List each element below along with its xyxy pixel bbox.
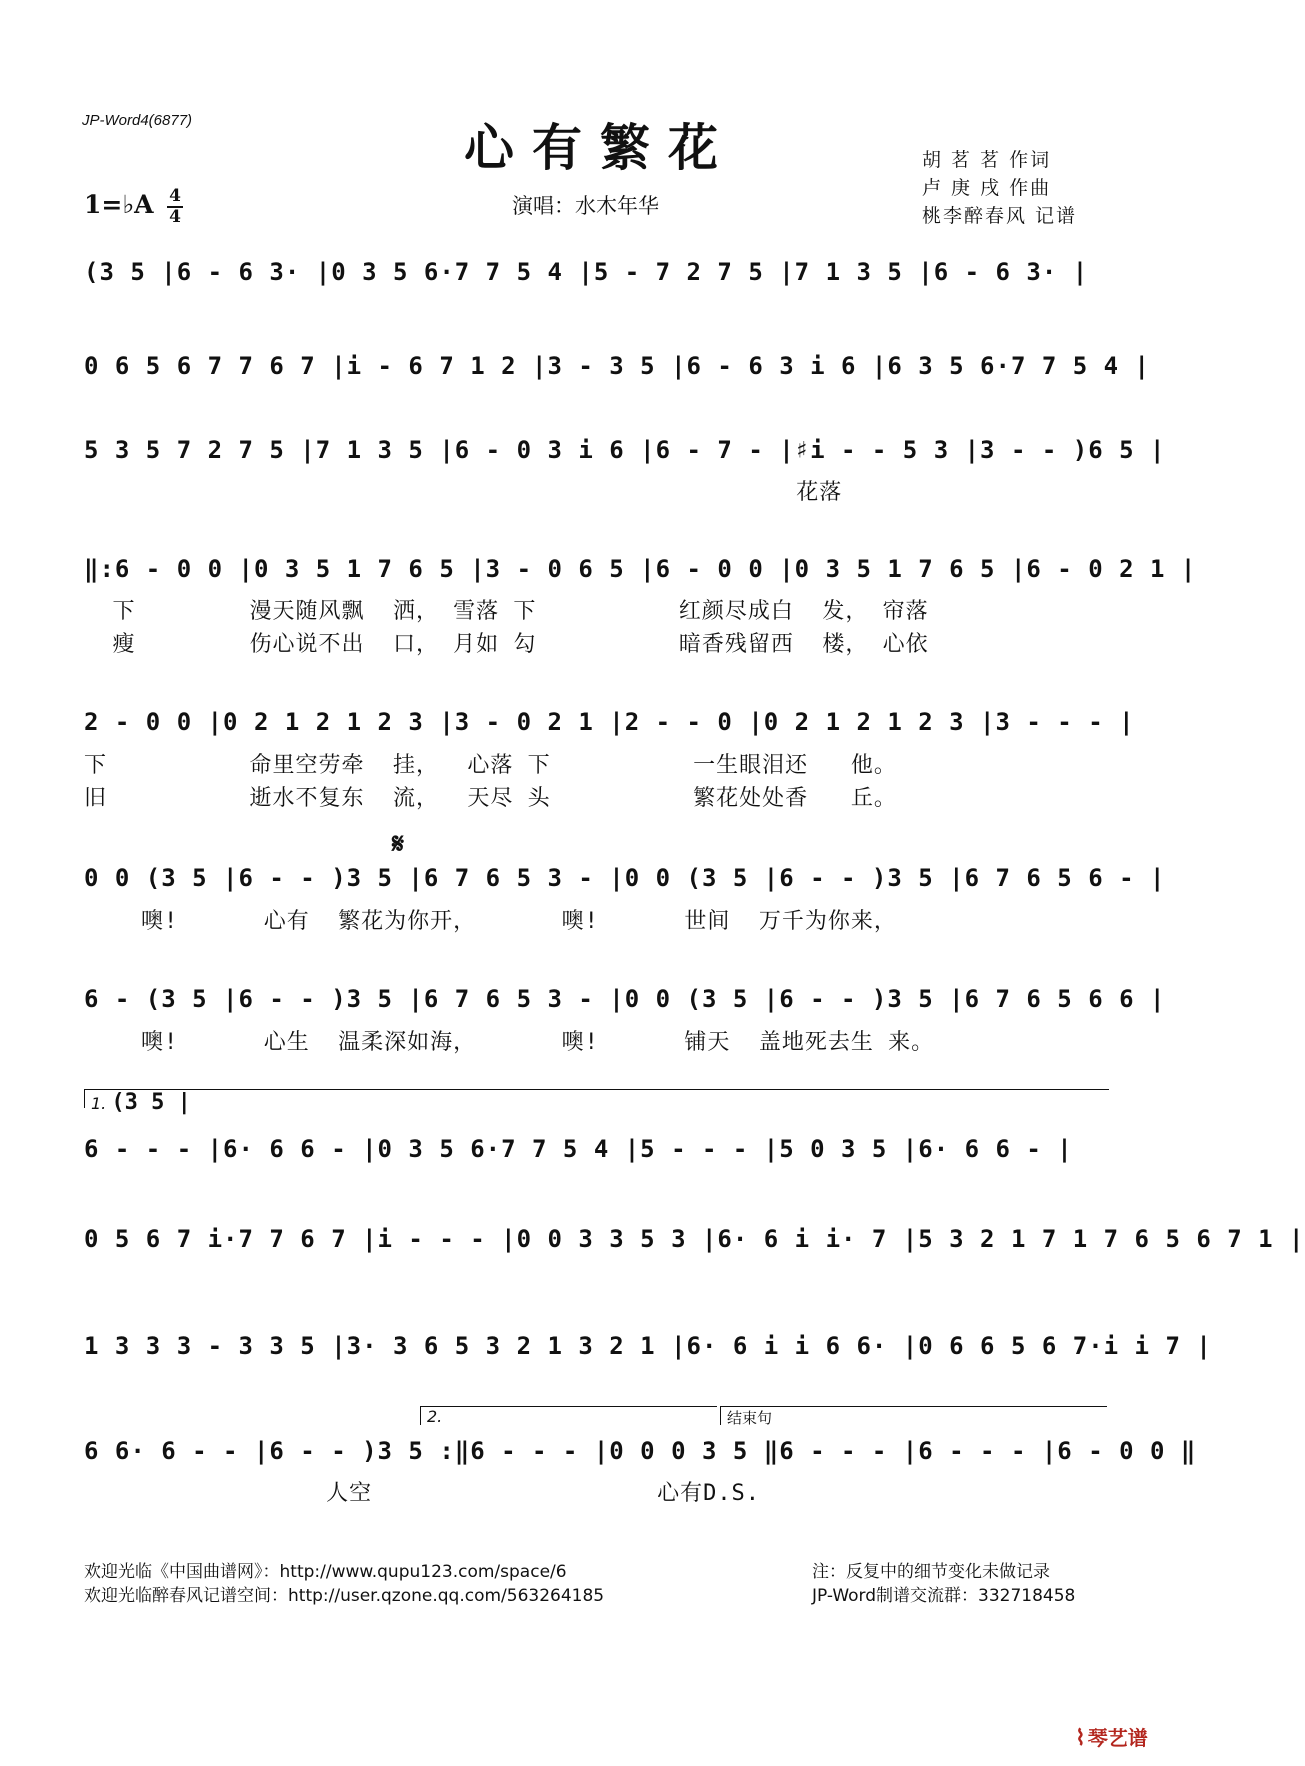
footer-right	[812, 1560, 1075, 1608]
segno-sign: 𝄋	[392, 827, 405, 860]
song-title: 心有繁花	[464, 118, 736, 177]
lyrics-system-11: 人空 心有D.S.	[84, 1481, 761, 1506]
score-system-1: (3 5 |6 - 6 3· |0 3 5 6·7 7 5 4 |5 - 7 2 7 5 |7 1 3 5 |6 - 6 3· |	[84, 258, 1089, 286]
lyrics-system-4-verse-2: 瘦 伤心说不出 口， 月如 勾 暗香残留西 楼， 心依	[84, 632, 929, 657]
score-system-5: 2 - 0 0 |0 2 1 2 1 2 3 |3 - 0 2 1 |2 - - 0 |0 2 1 2 1 2 3 |3 - - - |	[84, 708, 1135, 736]
watermark-icon: ᠎⌇	[1075, 1726, 1086, 1751]
key-signature: 1=♭A	[84, 190, 154, 219]
footer-left	[84, 1560, 604, 1608]
singer-credit: 演唱：水木年华	[512, 194, 659, 218]
lyrics-system-5-verse-1: 下 命里空劳牵 挂， 心落 下 一生眼泪还 他。	[84, 753, 897, 778]
meter-denominator: 4	[169, 207, 181, 227]
score-system-4: ‖:6 - 0 0 |0 3 5 1 7 6 5 |3 - 0 6 5 |6 - 0 0 |0 3 5 1 7 6 5 |6 - 0 2 1 |	[84, 555, 1197, 583]
footer-left-line-1: 欢迎光临《中国曲谱网》：http://www.qupu123.com/space/6	[84, 1562, 567, 1582]
credits-block	[922, 146, 1077, 230]
coda-label: 结束句	[727, 1409, 773, 1427]
lyrics-system-5-verse-2: 旧 逝水不复东 流， 天尽 头 繁花处处香 丘。	[84, 786, 897, 811]
score-system-3: 5 3 5 7 2 7 5 |7 1 3 5 |6 - 0 3 i 6 |6 - 7 - |♯i - - 5 3 |3 - - )6 5 |	[84, 436, 1166, 464]
watermark-text: 琴艺谱	[1087, 1726, 1148, 1750]
score-system-9: 0 5 6 7 i·7 7 6 7 |i - - - |0 0 3 3 5 3 |6· 6 i i· 7 |5 3 2 1 7 1 7 6 5 6 7 1 |	[84, 1225, 1305, 1253]
lyrics-system-4-verse-1: 下 漫天随风飘 洒， 雪落 下 红颜尽成白 发， 帘落	[84, 599, 929, 624]
transcriber-credit: 桃李醉春风 记谱	[922, 205, 1078, 227]
meter-numerator: 4	[169, 186, 181, 206]
volta-1-bracket	[84, 1089, 1109, 1115]
score-system-10: 1 3 3 3 - 3 3 5 |3· 3 6 5 3 2 1 3 2 1 |6· 6 i i 6 6· |0 6 6 5 6 7·i i 7 |	[84, 1332, 1212, 1360]
score-system-8: 6 - - - |6· 6 6 - |0 3 5 6·7 7 5 4 |5 - - - |5 0 3 5 |6· 6 6 - |	[84, 1135, 1073, 1163]
footer-right-line-1: 注：反复中的细节变化未做记录	[812, 1562, 1050, 1582]
volta-2-bracket	[420, 1406, 717, 1425]
time-signature	[167, 188, 183, 226]
watermark-logo	[1075, 1722, 1148, 1751]
lyricist-credit: 胡 茗 茗 作词	[922, 149, 1052, 171]
volta-1-label: 1.	[91, 1094, 107, 1113]
volta-1-pickup: (3 5 |	[111, 1090, 191, 1115]
footer-right-line-2: JP-Word制谱交流群：332718458	[812, 1586, 1076, 1606]
score-system-6: 0 0 (3 5 |6 - - )3 5 |6 7 6 5 3 - |0 0 (3 5 |6 - - )3 5 |6 7 6 5 6 - |	[84, 864, 1166, 892]
lyrics-system-7: 噢! 心生 温柔深如海， 噢! 铺天 盖地死去生 来。	[84, 1030, 935, 1055]
score-system-2: 0 6 5 6 7 7 6 7 |i - 6 7 1 2 |3 - 3 5 |6 - 6 3 i 6 |6 3 5 6·7 7 5 4 |	[84, 352, 1150, 380]
software-label: JP-Word4(6877)	[82, 112, 193, 129]
footer-left-line-2: 欢迎光临醉春风记谱空间：http://user.qzone.qq.com/563264185	[84, 1586, 605, 1606]
lyrics-system-6: 噢! 心有 繁花为你开， 噢! 世间 万千为你来，	[84, 909, 897, 934]
coda-bracket	[720, 1406, 1107, 1425]
lyrics-system-3-verse-1: 花落	[84, 480, 843, 505]
volta-2-label: 2.	[427, 1407, 443, 1426]
composer-credit: 卢 庚 戌 作曲	[922, 177, 1052, 199]
score-system-11: 6 6· 6 - - |6 - - )3 5 :‖6 - - - |0 0 0 3 5 ‖6 - - - |6 - - - |6 - 0 0 ‖	[84, 1437, 1197, 1465]
score-system-7: 6 - (3 5 |6 - - )3 5 |6 7 6 5 3 - |0 0 (3 5 |6 - - )3 5 |6 7 6 5 6 6 |	[84, 985, 1166, 1013]
